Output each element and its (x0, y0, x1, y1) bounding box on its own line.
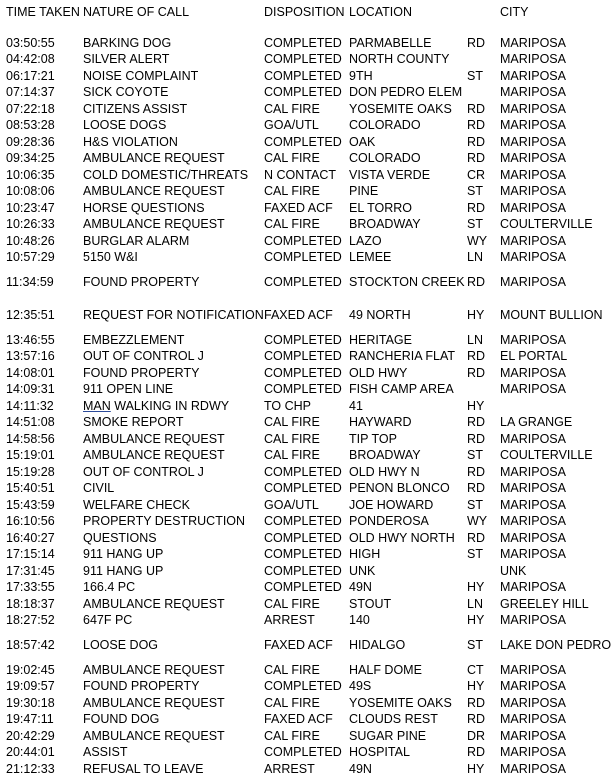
cell-disposition: COMPLETED (264, 580, 342, 595)
cell-location-suffix: ST (467, 448, 483, 463)
cell-disposition: COMPLETED (264, 481, 342, 496)
cell-location: LEMEE (349, 250, 392, 265)
table-row (6, 398, 612, 415)
cell-disposition: GOA/UTL (264, 118, 319, 133)
cell-city: MARIPOSA (500, 101, 566, 116)
cell-disposition: CAL FIRE (264, 415, 320, 430)
cell-disposition: N CONTACT (264, 167, 336, 182)
cell-location-suffix: ST (467, 217, 483, 232)
cell-location: STOCKTON CREEK (349, 275, 465, 289)
cell-location-suffix: RD (467, 349, 486, 364)
cell-time-taken: 21:12:33 (6, 761, 55, 776)
cell-nature-of-call: 911 HANG UP (83, 563, 164, 578)
cell-time-taken: 10:57:29 (6, 250, 55, 265)
cell-city: MARIPOSA (500, 233, 566, 248)
cell-location: BROADWAY (349, 217, 421, 232)
cell-nature-of-call: REQUEST FOR NOTIFICATION (83, 308, 264, 322)
cell-city: MARIPOSA (500, 134, 566, 149)
cell-location-suffix: WY (467, 514, 488, 529)
cell-city: MARIPOSA (500, 118, 566, 133)
cell-location: DON PEDRO ELEM (349, 85, 463, 100)
cell-location-suffix: LN (467, 596, 483, 611)
cell-disposition: CAL FIRE (264, 184, 320, 199)
cell-location: HIGH (349, 547, 381, 562)
cell-location: NORTH COUNTY (349, 52, 450, 67)
cell-location: EL TORRO (349, 200, 412, 215)
cell-time-taken: 15:19:28 (6, 464, 55, 479)
header-disposition: DISPOSITION (264, 5, 345, 19)
cell-disposition: CAL FIRE (264, 217, 320, 232)
cell-nature-of-call: OUT OF CONTROL J (83, 349, 204, 364)
cell-location-suffix: ST (467, 497, 483, 512)
cell-location-suffix: LN (467, 250, 483, 265)
table-row (6, 745, 612, 762)
cell-location-suffix: HY (467, 761, 485, 776)
cell-location: PONDEROSA (349, 514, 429, 529)
cell-location-suffix: HY (467, 679, 485, 694)
cell-location-suffix: ST (467, 638, 483, 652)
cell-disposition: COMPLETED (264, 332, 342, 347)
cell-nature-of-call: EMBEZZLEMENT (83, 332, 185, 347)
nature-first-word: MAN (83, 398, 111, 413)
cell-disposition: COMPLETED (264, 134, 342, 149)
table-row (6, 332, 612, 349)
cell-city: MARIPOSA (500, 547, 566, 562)
table-row (6, 365, 612, 382)
table-row (6, 580, 612, 597)
cell-disposition: CAL FIRE (264, 695, 320, 710)
table-row (6, 250, 612, 267)
cell-nature-of-call: SICK COYOTE (83, 85, 169, 100)
cell-location-suffix: RD (467, 151, 486, 166)
cell-nature-of-call: 166.4 PC (83, 580, 136, 595)
cell-nature-of-call: FOUND PROPERTY (83, 275, 200, 289)
cell-location: OLD HWY (349, 365, 408, 380)
cell-time-taken: 15:19:01 (6, 448, 55, 463)
cell-time-taken: 14:58:56 (6, 431, 55, 446)
cell-location-suffix: RD (467, 464, 486, 479)
cell-time-taken: 13:46:55 (6, 332, 55, 347)
cell-location-suffix: RD (467, 745, 486, 760)
cell-nature-of-call: NOISE COMPLAINT (83, 68, 199, 83)
cell-time-taken: 17:33:55 (6, 580, 55, 595)
cell-nature-of-call: BURGLAR ALARM (83, 233, 190, 248)
cell-city: MARIPOSA (500, 712, 566, 727)
cell-time-taken: 12:35:51 (6, 308, 55, 322)
table-row (6, 85, 612, 102)
cell-time-taken: 11:34:59 (6, 275, 54, 289)
table-row (6, 448, 612, 465)
cell-city: GREELEY HILL (500, 596, 589, 611)
cell-location: CLOUDS REST (349, 712, 438, 727)
cell-location-suffix: RD (467, 481, 486, 496)
cell-nature-of-call: CIVIL (83, 481, 115, 496)
cell-time-taken: 10:08:06 (6, 184, 55, 199)
cell-nature-of-call: AMBULANCE REQUEST (83, 662, 225, 677)
cell-city: MARIPOSA (500, 332, 566, 347)
cell-city: MARIPOSA (500, 200, 566, 215)
cell-location-suffix: WY (467, 233, 488, 248)
table-row (6, 514, 612, 531)
cell-city: MARIPOSA (500, 52, 566, 67)
cell-nature-of-call: AMBULANCE REQUEST (83, 217, 225, 232)
cell-location: PARMABELLE (349, 35, 432, 50)
cell-location: 49 NORTH (349, 308, 411, 322)
cell-city: MARIPOSA (500, 275, 566, 289)
cell-nature-of-call: PROPERTY DESTRUCTION (83, 514, 246, 529)
table-row (6, 464, 612, 481)
cell-disposition: CAL FIRE (264, 448, 320, 463)
table-row (6, 184, 612, 201)
cell-time-taken: 06:17:21 (6, 68, 55, 83)
cell-disposition: FAXED ACF (264, 712, 333, 727)
table-row (6, 497, 612, 514)
cell-time-taken: 19:02:45 (6, 662, 55, 677)
cell-nature-of-call: SMOKE REPORT (83, 415, 184, 430)
cell-location: LAZO (349, 233, 382, 248)
table-row (6, 712, 612, 729)
table-row (6, 217, 612, 234)
cell-time-taken: 14:11:32 (6, 398, 54, 413)
cell-location: 49S (349, 679, 372, 694)
table-row (6, 547, 612, 564)
cell-nature-of-call: REFUSAL TO LEAVE (83, 761, 204, 776)
cell-disposition: COMPLETED (264, 233, 342, 248)
table-row (6, 299, 612, 332)
cell-disposition: COMPLETED (264, 514, 342, 529)
cell-time-taken: 07:22:18 (6, 101, 55, 116)
cell-city: MARIPOSA (500, 613, 566, 628)
cell-location-suffix: RD (467, 365, 486, 380)
cell-disposition: COMPLETED (264, 365, 342, 380)
cell-time-taken: 16:10:56 (6, 514, 55, 529)
cell-nature-of-call: HORSE QUESTIONS (83, 200, 205, 215)
cell-nature-of-call: ASSIST (83, 745, 128, 760)
cell-city: MARIPOSA (500, 382, 566, 397)
cell-nature-of-call: CITIZENS ASSIST (83, 101, 188, 116)
table-row (6, 266, 612, 299)
cell-disposition: GOA/UTL (264, 497, 319, 512)
cell-city: MARIPOSA (500, 184, 566, 199)
cell-location: TIP TOP (349, 431, 397, 446)
cell-time-taken: 07:14:37 (6, 85, 55, 100)
cell-nature-of-call: LOOSE DOG (83, 638, 159, 652)
cell-location-suffix: RD (467, 415, 486, 430)
cell-city: MARIPOSA (500, 662, 566, 677)
cell-time-taken: 03:50:55 (6, 35, 55, 50)
table-row (6, 134, 612, 151)
cell-disposition: COMPLETED (264, 382, 342, 397)
cell-location: 49N (349, 580, 372, 595)
cell-nature-of-call: QUESTIONS (83, 530, 157, 545)
nature-rest: WALKING IN RDWY (110, 398, 230, 413)
table-row (6, 151, 612, 168)
cell-city: UNK (500, 563, 527, 578)
cell-location-suffix: RD (467, 431, 486, 446)
table-row (6, 101, 612, 118)
cell-location-suffix: HY (467, 613, 485, 628)
cell-nature-of-call: FOUND DOG (83, 712, 160, 727)
cell-nature-of-call: OUT OF CONTROL J (83, 464, 204, 479)
cell-location-suffix: ST (467, 547, 483, 562)
cell-time-taken: 20:42:29 (6, 728, 55, 743)
table-row (6, 728, 612, 745)
cell-city: MARIPOSA (500, 745, 566, 760)
table-row (6, 613, 612, 630)
table-row (6, 481, 612, 498)
cell-location: COLORADO (349, 118, 421, 133)
cell-disposition: TO CHP (264, 398, 311, 413)
table-row (6, 431, 612, 448)
cell-city: MOUNT BULLION (500, 308, 603, 322)
cell-city: MARIPOSA (500, 695, 566, 710)
cell-location-suffix: RD (467, 200, 486, 215)
cell-city: COULTERVILLE (500, 448, 593, 463)
cell-location-suffix: CR (467, 167, 486, 182)
cell-location: HALF DOME (349, 662, 422, 677)
cell-location-suffix: LN (467, 332, 483, 347)
cell-location: PENON BLONCO (349, 481, 450, 496)
cell-disposition: COMPLETED (264, 68, 342, 83)
cell-location: UNK (349, 563, 376, 578)
cell-location: 9TH (349, 68, 373, 83)
cell-location: 41 (349, 398, 363, 413)
cell-disposition: FAXED ACF (264, 308, 333, 322)
cell-location: BROADWAY (349, 448, 421, 463)
cell-nature-of-call: WELFARE CHECK (83, 497, 190, 512)
cell-location-suffix: RD (467, 530, 486, 545)
cell-disposition: CAL FIRE (264, 728, 320, 743)
cell-time-taken: 10:26:33 (6, 217, 55, 232)
cell-disposition: COMPLETED (264, 275, 342, 289)
cell-disposition: CAL FIRE (264, 662, 320, 677)
table-row (6, 679, 612, 696)
table-row (6, 68, 612, 85)
table-row (6, 52, 612, 69)
cell-nature-of-call: 911 HANG UP (83, 547, 164, 562)
cell-nature-of-call: H&S VIOLATION (83, 134, 178, 149)
cell-location: STOUT (349, 596, 392, 611)
table-row (6, 415, 612, 432)
cell-location-suffix: RD (467, 35, 486, 50)
cell-location-suffix: ST (467, 68, 483, 83)
cell-city: MARIPOSA (500, 514, 566, 529)
cell-city: MARIPOSA (500, 250, 566, 265)
cell-disposition: COMPLETED (264, 85, 342, 100)
cell-nature-of-call: LOOSE DOGS (83, 118, 167, 133)
cell-disposition: CAL FIRE (264, 151, 320, 166)
table-row (6, 596, 612, 613)
cell-city: MARIPOSA (500, 167, 566, 182)
cell-location: FISH CAMP AREA (349, 382, 454, 397)
cell-time-taken: 15:40:51 (6, 481, 55, 496)
cell-location-suffix: ST (467, 184, 483, 199)
cell-disposition: COMPLETED (264, 530, 342, 545)
cell-nature-of-call: AMBULANCE REQUEST (83, 695, 225, 710)
cell-city: MARIPOSA (500, 464, 566, 479)
cell-location-suffix: RD (467, 695, 486, 710)
cell-nature-of-call: AMBULANCE REQUEST (83, 431, 225, 446)
cell-location: HIDALGO (349, 638, 406, 652)
cell-location-suffix: RD (467, 712, 486, 727)
cell-location-suffix: RD (467, 134, 486, 149)
cell-location: YOSEMITE OAKS (349, 101, 452, 116)
cell-city: MARIPOSA (500, 481, 566, 496)
cell-location: HERITAGE (349, 332, 412, 347)
call-log-table (6, 4, 612, 778)
cell-nature-of-call: BARKING DOG (83, 35, 172, 50)
header-city: CITY (500, 5, 529, 19)
cell-city: MARIPOSA (500, 151, 566, 166)
cell-nature-of-call: FOUND PROPERTY (83, 365, 200, 380)
cell-disposition: CAL FIRE (264, 596, 320, 611)
cell-nature-of-call: COLD DOMESTIC/THREATS (83, 167, 249, 182)
cell-disposition: CAL FIRE (264, 101, 320, 116)
table-row (6, 200, 612, 217)
cell-city: MARIPOSA (500, 497, 566, 512)
cell-time-taken: 14:09:31 (6, 382, 55, 397)
cell-location: 49N (349, 761, 372, 776)
cell-time-taken: 04:42:08 (6, 52, 55, 67)
cell-nature-of-call: AMBULANCE REQUEST (83, 184, 225, 199)
cell-disposition: FAXED ACF (264, 638, 333, 652)
table-row (6, 695, 612, 712)
cell-time-taken: 13:57:16 (6, 349, 55, 364)
cell-time-taken: 18:57:42 (6, 638, 55, 652)
cell-disposition: ARREST (264, 613, 315, 628)
header-nature-of-call: NATURE OF CALL (83, 5, 190, 19)
cell-city: MARIPOSA (500, 68, 566, 83)
cell-location-suffix: RD (467, 118, 486, 133)
cell-location: OAK (349, 134, 376, 149)
cell-time-taken: 09:34:25 (6, 151, 55, 166)
cell-disposition: COMPLETED (264, 464, 342, 479)
cell-time-taken: 18:27:52 (6, 613, 55, 628)
table-row (6, 233, 612, 250)
table-row (6, 761, 612, 778)
cell-disposition: FAXED ACF (264, 200, 333, 215)
cell-city: COULTERVILLE (500, 217, 593, 232)
cell-disposition: CAL FIRE (264, 431, 320, 446)
cell-city: MARIPOSA (500, 431, 566, 446)
cell-time-taken: 19:47:11 (6, 712, 54, 727)
cell-time-taken: 09:28:36 (6, 134, 55, 149)
cell-time-taken: 17:15:14 (6, 547, 55, 562)
cell-time-taken: 10:23:47 (6, 200, 55, 215)
cell-disposition: COMPLETED (264, 563, 342, 578)
table-row (6, 349, 612, 366)
header-time-taken: TIME TAKEN (6, 5, 80, 19)
cell-time-taken: 08:53:28 (6, 118, 55, 133)
cell-nature-of-call: AMBULANCE REQUEST (83, 596, 225, 611)
table-header (6, 4, 612, 35)
cell-location: COLORADO (349, 151, 421, 166)
cell-disposition: ARREST (264, 761, 315, 776)
cell-disposition: COMPLETED (264, 547, 342, 562)
cell-disposition: COMPLETED (264, 52, 342, 67)
cell-location: HAYWARD (349, 415, 412, 430)
cell-time-taken: 15:43:59 (6, 497, 55, 512)
cell-time-taken: 10:06:35 (6, 167, 55, 182)
cell-location: HOSPITAL (349, 745, 410, 760)
cell-city: MARIPOSA (500, 580, 566, 595)
cell-location-suffix: HY (467, 308, 485, 322)
table-row (6, 167, 612, 184)
cell-nature-of-call: AMBULANCE REQUEST (83, 728, 225, 743)
cell-city: LA GRANGE (500, 415, 573, 430)
cell-nature-of-call: 911 OPEN LINE (83, 382, 174, 397)
table-row (6, 530, 612, 547)
cell-disposition: COMPLETED (264, 745, 342, 760)
cell-city: MARIPOSA (500, 728, 566, 743)
cell-location: YOSEMITE OAKS (349, 695, 452, 710)
cell-location-suffix: CT (467, 662, 484, 677)
cell-location: RANCHERIA FLAT (349, 349, 456, 364)
cell-location-suffix: HY (467, 398, 485, 413)
cell-time-taken: 19:09:57 (6, 679, 55, 694)
cell-city: MARIPOSA (500, 530, 566, 545)
cell-location: OLD HWY N (349, 464, 420, 479)
cell-city: EL PORTAL (500, 349, 568, 364)
table-row (6, 563, 612, 580)
cell-nature-of-call: 5150 W&I (83, 250, 138, 265)
cell-time-taken: 20:44:01 (6, 745, 55, 760)
cell-time-taken: 17:31:45 (6, 563, 55, 578)
table-body (6, 35, 612, 778)
cell-location: 140 (349, 613, 370, 628)
cell-location-suffix: HY (467, 580, 485, 595)
cell-disposition: COMPLETED (264, 35, 342, 50)
cell-location: PINE (349, 184, 379, 199)
cell-time-taken: 14:51:08 (6, 415, 55, 430)
cell-city: MARIPOSA (500, 761, 566, 776)
cell-location: JOE HOWARD (349, 497, 434, 512)
cell-time-taken: 19:30:18 (6, 695, 55, 710)
cell-nature-of-call: AMBULANCE REQUEST (83, 151, 225, 166)
table-row (6, 35, 612, 52)
cell-time-taken: 14:08:01 (6, 365, 55, 380)
cell-time-taken: 18:18:37 (6, 596, 55, 611)
cell-time-taken: 16:40:27 (6, 530, 55, 545)
cell-location: VISTA VERDE (349, 167, 431, 182)
table-row (6, 382, 612, 399)
cell-nature-of-call: AMBULANCE REQUEST (83, 448, 225, 463)
cell-nature-of-call: 647F PC (83, 613, 133, 628)
cell-time-taken: 10:48:26 (6, 233, 55, 248)
cell-disposition: COMPLETED (264, 679, 342, 694)
cell-city: MARIPOSA (500, 679, 566, 694)
cell-city: LAKE DON PEDRO (500, 638, 612, 652)
cell-city: MARIPOSA (500, 85, 566, 100)
cell-nature-of-call: SILVER ALERT (83, 52, 170, 67)
cell-location-suffix: RD (467, 101, 486, 116)
cell-disposition: COMPLETED (264, 250, 342, 265)
table-row (6, 629, 612, 662)
table-row (6, 662, 612, 679)
cell-city: MARIPOSA (500, 35, 566, 50)
table-row (6, 118, 612, 135)
cell-location-suffix: DR (467, 728, 486, 743)
header-location: LOCATION (349, 5, 412, 19)
cell-city: MARIPOSA (500, 365, 566, 380)
cell-location-suffix: RD (467, 275, 486, 289)
cell-location: SUGAR PINE (349, 728, 427, 743)
cell-disposition: COMPLETED (264, 349, 342, 364)
cell-nature-of-call: FOUND PROPERTY (83, 679, 200, 694)
cell-nature-of-call (83, 400, 264, 413)
cell-location: OLD HWY NORTH (349, 530, 455, 545)
